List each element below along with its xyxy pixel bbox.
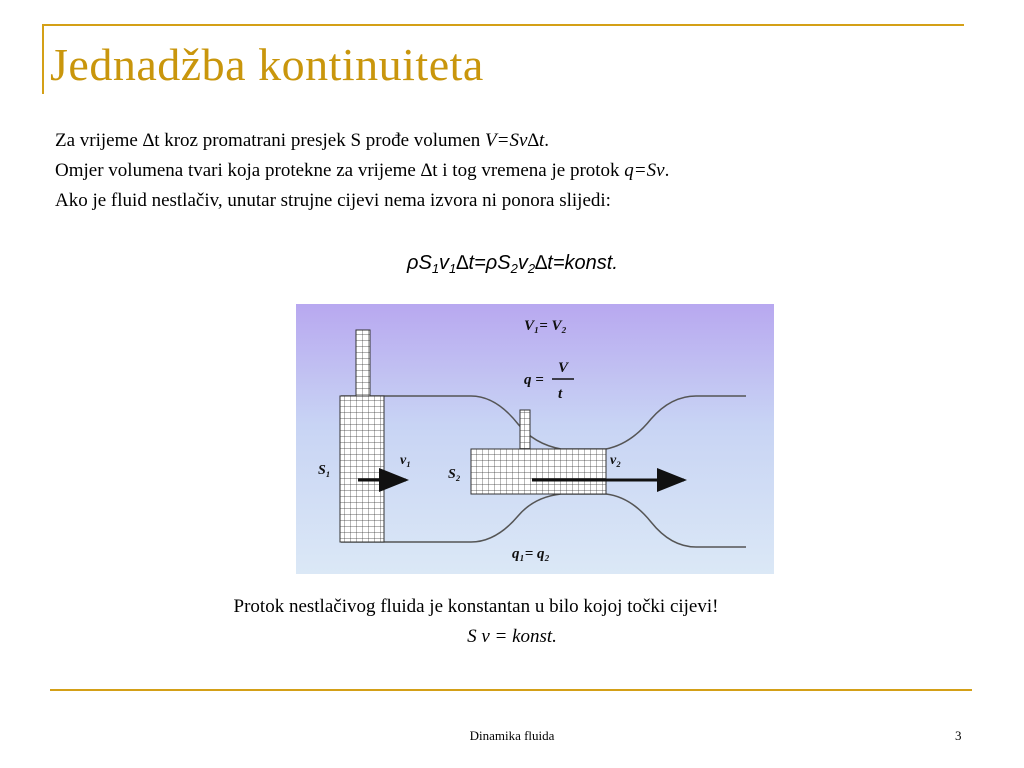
formula-sub-1: 1 bbox=[431, 261, 440, 276]
formula-sub-2: 2 bbox=[510, 261, 518, 276]
slide-body bbox=[55, 126, 669, 216]
body-line-2-text: Omjer volumena tvari koja protekne za vrijeme ∆t i tog vremena je protok bbox=[55, 160, 625, 181]
body-line-1-text: Za vrijeme ∆t kroz promatrani presjek S prođe volumen bbox=[55, 130, 486, 151]
footer-rule bbox=[50, 689, 972, 691]
formula-sub-2b: 2 bbox=[527, 261, 536, 276]
label-q: q = bbox=[524, 372, 544, 388]
formula-sub-1b: 1 bbox=[449, 261, 457, 276]
formula-s2: S bbox=[497, 252, 511, 274]
label-volume-equal: V₁= V₂ bbox=[524, 318, 567, 334]
formula-s1: S bbox=[418, 252, 432, 274]
continuity-formula bbox=[407, 252, 618, 276]
title-rule-left bbox=[42, 24, 44, 94]
flow-expression: q=Sv bbox=[624, 160, 665, 181]
label-v2: v₂ bbox=[610, 453, 622, 468]
slide-title: Jednadžba kontinuiteta bbox=[50, 39, 484, 90]
formula-dt1: ∆t= bbox=[456, 252, 486, 274]
label-v1: v₁ bbox=[400, 453, 412, 468]
pipe-flow-diagram bbox=[296, 304, 774, 574]
label-s2: S₂ bbox=[448, 467, 461, 482]
body-line-3: Ako je fluid nestlačiv, unutar strujne cijevi nema izvora ni ponora slijedi: bbox=[55, 190, 611, 211]
label-q-denominator: t bbox=[558, 386, 563, 402]
footer-title: Dinamika fluida bbox=[469, 728, 555, 743]
body-line-2-end: . bbox=[664, 160, 670, 181]
body-line-1-end: . bbox=[544, 130, 550, 151]
body-line-1 bbox=[55, 126, 669, 156]
conclusion-text: Protok nestlačivog fluida je konstantan u bilo kojoj točki cijevi! bbox=[233, 596, 719, 617]
formula-dt2: ∆t=konst. bbox=[535, 252, 618, 274]
standpipe-2 bbox=[520, 410, 530, 449]
formula-v2: v bbox=[517, 252, 528, 274]
title-rule-top bbox=[44, 24, 964, 26]
label-q-numerator: V bbox=[558, 360, 569, 376]
volume-expression: V=Sv∆t bbox=[485, 130, 545, 151]
body-line-2 bbox=[55, 156, 669, 186]
standpipe-1 bbox=[356, 330, 370, 396]
fluid-volume-2 bbox=[471, 449, 606, 494]
formula-v1: v bbox=[439, 252, 450, 274]
label-flow-equal: q₁= q₂ bbox=[512, 546, 550, 562]
page-number: 3 bbox=[955, 728, 962, 743]
rho-symbol-1: ρ bbox=[407, 252, 419, 274]
rho-symbol-2: ρ bbox=[485, 252, 498, 274]
label-s1: S₁ bbox=[318, 463, 331, 478]
conclusion-formula: S v = konst. bbox=[467, 626, 557, 647]
fluid-volume-1 bbox=[340, 396, 384, 542]
